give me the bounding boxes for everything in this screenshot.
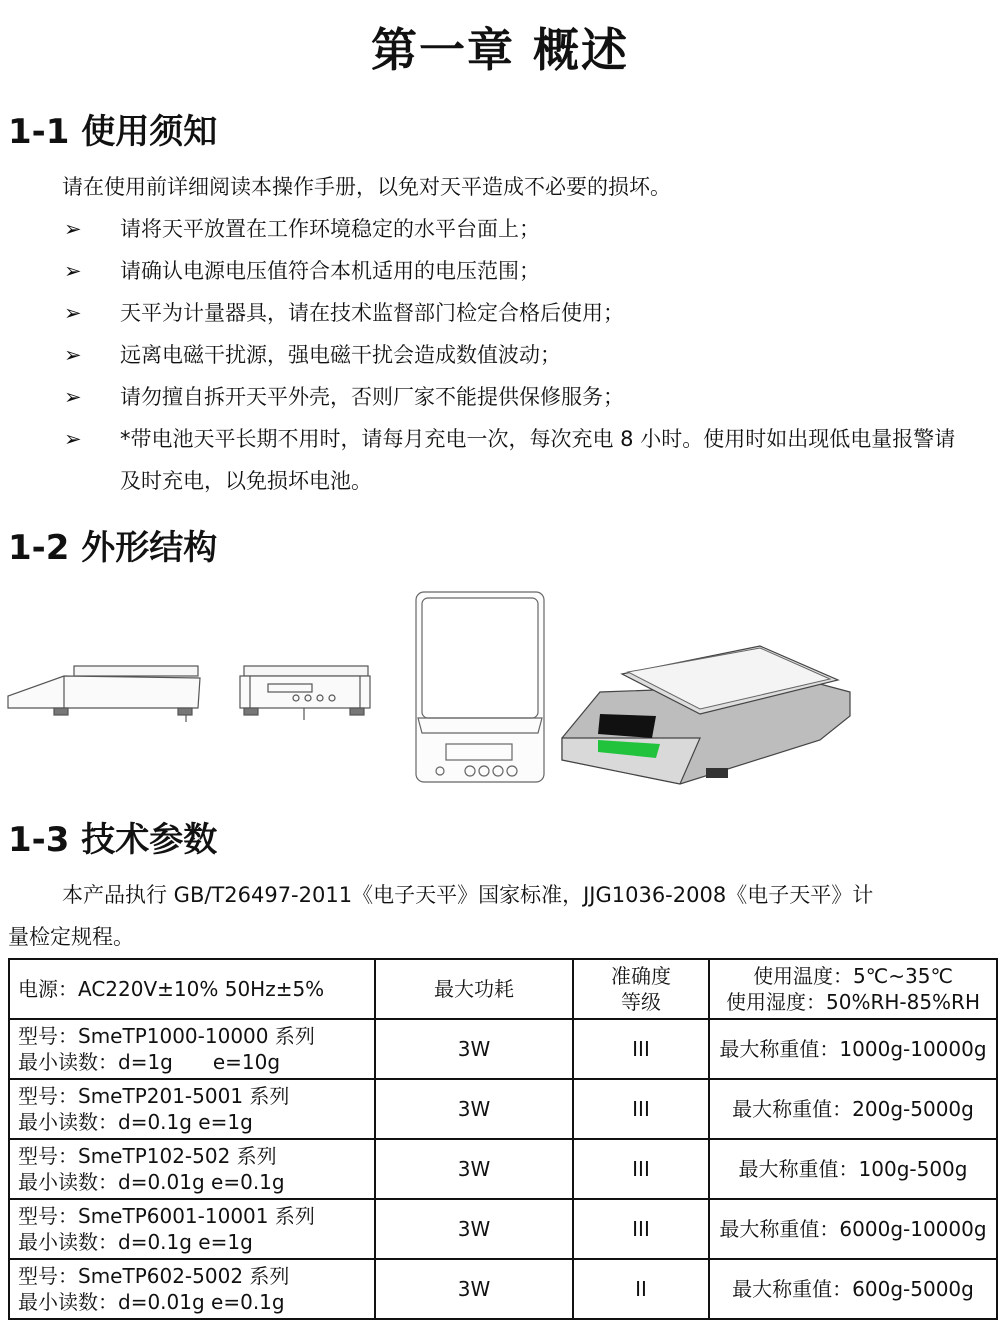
list-item: ➢ 远离电磁干扰源，强电磁干扰会造成数值波动；	[62, 334, 962, 376]
bullet-arrow-icon: ➢	[64, 385, 82, 409]
bullet-arrow-icon: ➢	[64, 217, 82, 241]
power-cell: 3W	[375, 1079, 573, 1139]
grade-cell: III	[573, 1019, 709, 1079]
model-cell: 型号：SmeTP1000-10000 系列 最小读数：d=1g e=10g	[9, 1019, 375, 1079]
table-row	[9, 1079, 997, 1139]
balance-front-view	[240, 666, 370, 720]
power-cell: 3W	[375, 1259, 573, 1319]
section-title-structure: 1-2 外形结构	[8, 528, 218, 568]
notice-intro: 请在使用前详细阅读本操作手册，以免对天平造成不必要的损坏。	[62, 175, 671, 199]
header-environment: 使用温度：5℃~35℃ 使用湿度：50%RH-85%RH	[709, 959, 997, 1019]
notice-list	[62, 208, 962, 502]
capacity-cell: 最大称重值：200g-5000g	[709, 1079, 997, 1139]
balance-drawings	[0, 588, 1000, 788]
list-item: ➢ 请勿擅自拆开天平外壳，否则厂家不能提供保修服务；	[62, 376, 962, 418]
grade-cell: II	[573, 1259, 709, 1319]
power-cell: 3W	[375, 1139, 573, 1199]
list-item: ➢ *带电池天平长期不用时，请每月充电一次，每次充电 8 小时。使用时如出现低电量报警请及时充电，以免损坏电池。	[62, 418, 962, 502]
header-accuracy-grade: 准确度 等级	[573, 959, 709, 1019]
model-cell: 型号：SmeTP201-5001 系列 最小读数：d=0.1g e=1g	[9, 1079, 375, 1139]
model-cell: 型号：SmeTP6001-10001 系列 最小读数：d=0.1g e=1g	[9, 1199, 375, 1259]
bullet-arrow-icon: ➢	[64, 343, 82, 367]
grade-cell: III	[573, 1079, 709, 1139]
capacity-cell: 最大称重值：6000g-10000g	[709, 1199, 997, 1259]
bullet-arrow-icon: ➢	[64, 301, 82, 325]
table-header-row	[9, 959, 997, 1019]
header-power-supply: 电源：AC220V±10% 50Hz±5%	[9, 959, 375, 1019]
model-cell: 型号：SmeTP102-502 系列 最小读数：d=0.01g e=0.1g	[9, 1139, 375, 1199]
table-row	[9, 1259, 997, 1319]
balance-perspective-view	[562, 646, 850, 784]
table-row	[9, 1139, 997, 1199]
section-title-specs: 1-3 技术参数	[8, 820, 218, 860]
list-item: ➢ 请确认电源电压值符合本机适用的电压范围；	[62, 250, 962, 292]
power-cell: 3W	[375, 1199, 573, 1259]
grade-cell: III	[573, 1139, 709, 1199]
specs-intro-line2: 量检定规程。	[8, 925, 134, 949]
spec-table	[8, 958, 998, 1320]
capacity-cell: 最大称重值：1000g-10000g	[709, 1019, 997, 1079]
list-item: ➢ 请将天平放置在工作环境稳定的水平台面上；	[62, 208, 962, 250]
bullet-arrow-icon: ➢	[64, 427, 82, 451]
balance-top-view	[416, 592, 544, 782]
grade-cell: III	[573, 1199, 709, 1259]
specs-intro-line1: 本产品执行 GB/T26497-2011《电子天平》国家标准，JJG1036-2008《电子天平》计	[62, 883, 874, 907]
capacity-cell: 最大称重值：600g-5000g	[709, 1259, 997, 1319]
power-cell: 3W	[375, 1019, 573, 1079]
model-cell: 型号：SmeTP602-5002 系列 最小读数：d=0.01g e=0.1g	[9, 1259, 375, 1319]
list-item: ➢ 天平为计量器具，请在技术监督部门检定合格后使用；	[62, 292, 962, 334]
section-title-notice: 1-1 使用须知	[8, 112, 218, 152]
table-row	[9, 1019, 997, 1079]
bullet-arrow-icon: ➢	[64, 259, 82, 283]
capacity-cell: 最大称重值：100g-500g	[709, 1139, 997, 1199]
table-row	[9, 1199, 997, 1259]
balance-side-view	[8, 666, 200, 722]
header-max-consumption: 最大功耗	[375, 959, 573, 1019]
chapter-title: 第一章 概述	[370, 23, 629, 77]
